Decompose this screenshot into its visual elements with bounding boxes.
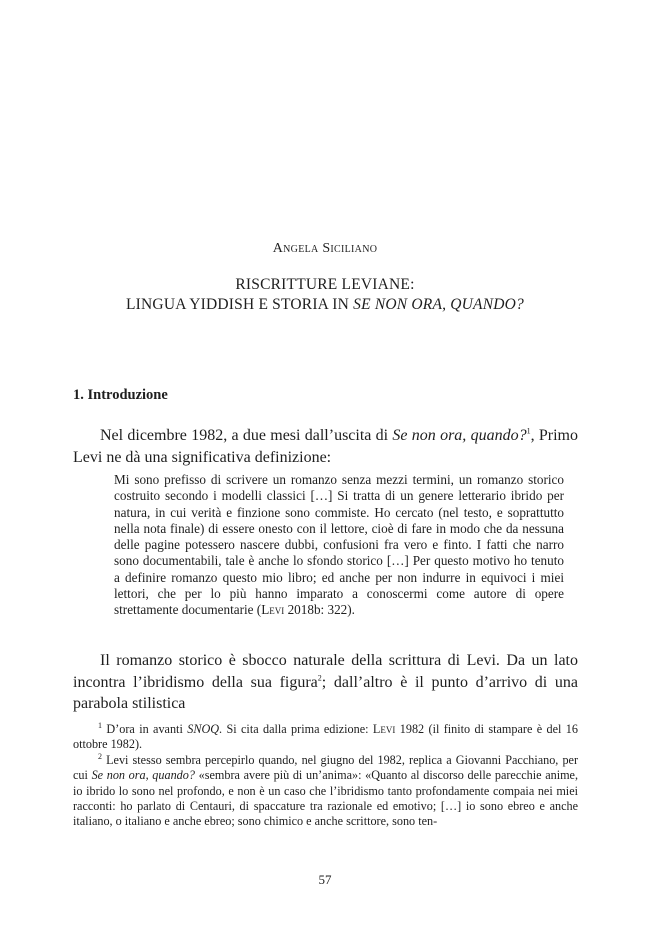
block-quote: Mi sono prefisso di scrivere un romanzo senza mezzi termini, un romanzo storico costruito secondo i modelli classici […] Si tratta di un genere letterario ibrido per natura, in cui verità e finzione sono commiste. Ho cercato (nel testo, e soprattutto nella nota finale) di essere onesto con il lettore, cioè di fare in modo che da nessuna delle pagine potessero nascere dubbi, confusioni fra vero e finto. I fatti che narro sono documentabili, tale è anche lo sfondo storico […] Per questo motivo ho tenuto a definire romanzo questo mio libro; ed anche per non indurre in equivoci i miei lettori, che per lo più hanno imparato a conoscermi come autore di opere strettamente documentarie (Levi 2018b: 322). <box>114 472 564 618</box>
chapter-title <box>0 275 650 315</box>
paragraph-1: Nel dicembre 1982, a due mesi dall’uscita di Se non ora, quando?$^1$, Primo Levi ne dà una significativa definizione: <box>73 426 578 466</box>
title-italic-book-name: SE NON ORA, QUANDO? <box>353 296 524 313</box>
section-heading: 1. Introduzione <box>73 387 168 403</box>
citation-author: Levi <box>261 602 285 618</box>
footnote-ref-1: 1 <box>526 426 531 436</box>
paragraph-2: Il romanzo storico è sbocco naturale della scrittura di Levi. Da un lato incontra l’ibridismo della sua figura$^2$; dall’altro è il punto d’arrivo di una parabola stilistica <box>73 652 579 712</box>
footnotes <box>73 722 578 830</box>
title-line-1: RISCRITTURE LEVIANE: <box>235 276 415 293</box>
author-name: Angela Siciliano <box>272 241 378 256</box>
title-line-2: LINGUA YIDDISH E STORIA IN SE NON ORA, QUANDO? <box>126 296 524 313</box>
footnote-1: $^1$ D’ora in avanti SNOQ. Si cita dalla prima edizione: Levi 1982 (il finito di stampare è del 16 ottobre 1982). <box>73 720 578 752</box>
footnote-2: $^2$ Levi stesso sembra percepirlo quando, nel giugno del 1982, replica a Giovanni Pacchiano, per cui Se non ora, quando? «sembra avere più di un’anima»: «Quanto al discorso delle parecchie anime, io ibrido lo sono nel profondo, e non è un caso che l’ibridismo tanto profondamente compaia nei miei racconti: ho parlato di Centauri, di spaccature tra razionale ed emotivo; […] io sono ebreo e anche italiano, o italiano e anche ebreo; sono chimico e anche scrittore, sono ten- <box>73 751 579 829</box>
footnote-ref-2: 2 <box>317 673 322 683</box>
page-number: 57 <box>318 872 332 887</box>
